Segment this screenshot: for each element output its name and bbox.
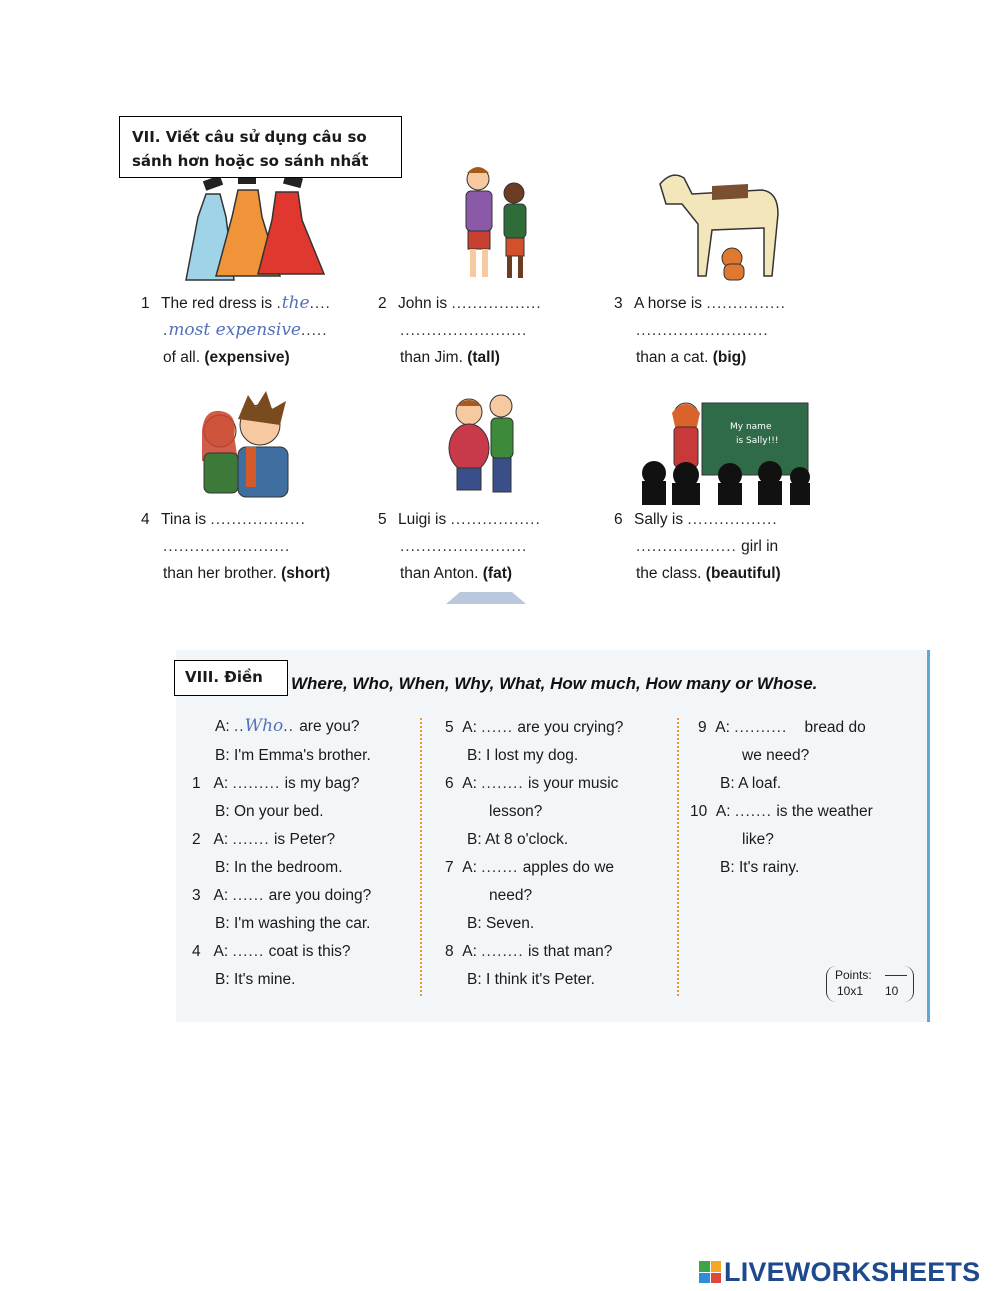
blank-10[interactable]: ....... — [734, 803, 772, 820]
reply-10: B: It's rainy. — [720, 859, 800, 876]
reply-3: B: I'm washing the car. — [215, 915, 371, 932]
column-divider-2 — [677, 718, 679, 996]
horse-and-cat-picture — [652, 164, 784, 284]
item-6: 6 Sally is ................. ................... girl in the class. (beautiful) — [614, 511, 781, 582]
item-5: 5 Luigi is ................. ........................ than Anton. (fat) — [378, 511, 541, 582]
question-5: 5 A: ...... are you crying? — [445, 719, 624, 736]
svg-text:is Sally!!!: is Sally!!! — [736, 436, 779, 446]
reply-4: B: It's mine. — [215, 971, 296, 988]
reply-9: B: A loaf. — [720, 775, 782, 792]
answer-6-blank-2[interactable]: ................... — [636, 538, 737, 555]
liveworksheets-logo: LIVEWORKSHEETS — [699, 1255, 980, 1289]
answer-4-blank[interactable]: .................. — [210, 511, 306, 528]
dresses-picture — [176, 172, 326, 290]
board-text: My name — [730, 422, 772, 432]
answer-3-blank[interactable]: ............... — [706, 295, 786, 312]
answer-6-blank[interactable]: ................. — [687, 511, 778, 528]
blank-9[interactable]: .......... — [734, 719, 788, 736]
answer-3-blank-2[interactable]: ......................... — [636, 322, 769, 339]
reply-5: B: I lost my dog. — [467, 747, 579, 764]
answer-5-blank[interactable]: ................. — [450, 511, 541, 528]
points-box: Points: 10x1 10 — [826, 966, 914, 1002]
section-7-title: VII. Viết câu sử dụng câu so sánh hơn hoặc so sánh nhất — [119, 116, 402, 178]
reply-8: B: I think it's Peter. — [467, 971, 595, 988]
question-3: 3 A: ...... are you doing? — [192, 887, 372, 904]
blank-1[interactable]: ......... — [232, 775, 281, 792]
answer-2-blank[interactable]: ................. — [451, 295, 542, 312]
example-reply: B: I'm Emma's brother. — [215, 747, 371, 764]
section-8-title: VIII. Điền — [174, 660, 288, 696]
question-1: 1 A: ......... is my bag? — [192, 775, 360, 792]
question-2: 2 A: ....... is Peter? — [192, 831, 336, 848]
item-4: 4 Tina is .................. ........................ than her brother. (short) — [141, 511, 331, 582]
reply-1: B: On your bed. — [215, 803, 324, 820]
item-3: 3 A horse is ............... ......................... than a cat. (big) — [614, 295, 786, 366]
blank-2[interactable]: ....... — [232, 831, 270, 848]
item-1: 1 The red dress is .the.... .most expensive..... of all. (expensive) — [141, 293, 331, 366]
reply-7: B: Seven. — [467, 915, 535, 932]
blank-6[interactable]: ........ — [481, 775, 524, 792]
answer-1b[interactable]: most expensive — [168, 320, 301, 340]
blank-3[interactable]: ...... — [232, 887, 265, 904]
answer-4-blank-2[interactable]: ........................ — [163, 538, 291, 555]
reply-6: B: At 8 o'clock. — [467, 831, 569, 848]
john-and-jim-picture — [452, 163, 542, 288]
question-8: 8 A: ........ is that man? — [445, 943, 613, 960]
sally-classroom-picture — [640, 395, 810, 505]
column-divider-1 — [420, 718, 422, 996]
blank-5[interactable]: ...... — [481, 719, 514, 736]
luigi-and-anton-picture — [445, 390, 527, 500]
answer-1a[interactable]: the — [281, 293, 310, 313]
panel-accent-bar — [927, 650, 930, 1022]
question-9: 9 A: .......... bread do — [698, 719, 866, 736]
question-7: 7 A: ....... apples do we — [445, 859, 615, 876]
reply-2: B: In the bedroom. — [215, 859, 343, 876]
example-answer[interactable]: Who — [244, 716, 284, 736]
page-arrow-decoration — [446, 590, 526, 604]
blank-4[interactable]: ...... — [232, 943, 265, 960]
answer-5-blank-2[interactable]: ........................ — [400, 538, 528, 555]
blank-7[interactable]: ....... — [481, 859, 519, 876]
instruction-text: Where, Who, When, Why, What, How much, How many or Whose. — [291, 674, 818, 693]
question-6: 6 A: ........ is your music — [445, 775, 619, 792]
question-4: 4 A: ...... coat is this? — [192, 943, 351, 960]
answer-2-blank-2[interactable]: ........................ — [400, 322, 528, 339]
question-10: 10 A: ....... is the weather — [690, 803, 873, 820]
blank-8[interactable]: ........ — [481, 943, 524, 960]
logo-icon — [699, 1261, 721, 1283]
tina-and-brother-picture — [194, 391, 300, 501]
item-2: 2 John is ................. ........................ than Jim. (tall) — [378, 295, 542, 366]
example-question: A: ..Who.. are you? — [215, 716, 360, 736]
